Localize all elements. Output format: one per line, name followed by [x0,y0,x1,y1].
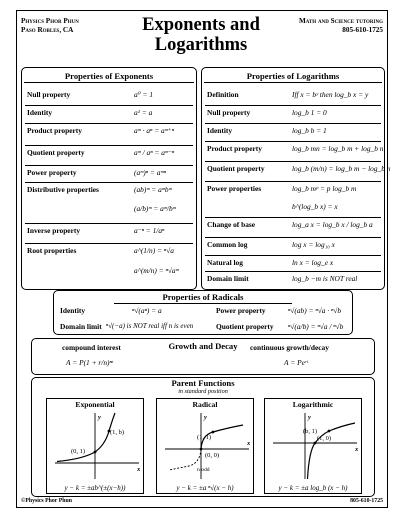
log-property-label: Power properties [207,184,262,193]
log-property-label: Definition [207,90,239,99]
exponents-section [21,67,197,290]
x-axis-label: x [137,466,141,473]
y-axis-label: y [98,414,101,421]
exponents-title: Properties of Exponents [64,71,154,81]
radical-graph [157,409,255,483]
log-property-formula: log_a x = log_b x / log_b a [292,220,373,229]
logarithmic-equation: y − k = ±a log_b (x − h) [278,484,348,492]
y-axis-label: y [308,414,311,421]
cheat-sheet-page [16,10,391,508]
exponent-property-label: Distributive properties [27,185,99,194]
header-company: Physics Phor Phun [21,17,79,25]
exponential-title: Exponential [75,400,115,409]
log-property-formula: log_b mn = log_b m + log_b n [292,144,384,153]
exponent-property-formula: a^(m/n) = ⁿ√aᵐ [134,266,179,275]
log-property-formula: log_b 1 = 0 [292,108,327,117]
footer-phone: 805-610-1725 [350,498,383,504]
header-phone: 805-610-1725 [342,26,383,34]
log-property-formula: log x = log₁₀ x [292,240,335,249]
logarithms-section [201,67,391,290]
radical-quotient-label: Quotient property [216,322,274,331]
radical-identity-formula: ⁿ√(aⁿ) = a [132,306,162,315]
rad-point-2: (0, 0) [205,452,220,459]
x-axis-label: x [247,440,251,447]
log-property-formula: log_b −m is NOT real [292,274,358,283]
log-property-label: Natural log [207,258,243,267]
log-property-label: Change of base [207,220,256,229]
header-location: Paso Robles, CA [21,26,74,34]
continuous-growth-label: continuous growth/decay [250,343,329,352]
log-point-1: (b, 1) [303,428,318,435]
log-property-formula: log_b mᵖ = p log_b m [292,184,357,193]
exponent-property-formula: (a/b)ᵐ = aᵐ/bᵐ [134,204,176,213]
log-property-label: Domain limit [207,274,249,283]
y-axis-label: y [204,414,207,421]
logarithmic-graph [265,409,363,483]
logarithms-title: Properties of Logarithms [246,71,340,81]
log-property-formula: log_b (m/n) = log_b m − log_b n [292,164,391,173]
page-title: Exponents and Logarithms [142,15,260,55]
log-point-2: (1, 0) [317,435,332,442]
exponent-property-label: Quotient property [27,148,85,157]
log-property-label: Null property [207,108,251,117]
rad-point-1: (1, 1) [197,434,212,441]
radical-identity-label: Identity [60,306,86,315]
exponential-graph [47,409,145,483]
exponent-property-formula: a^(1/n) = ⁿ√a [134,246,174,255]
radical-domain-label: Domain limit [60,322,102,331]
log-property-formula: Iff x = bʸ then log_b x = y [292,90,369,99]
log-property-formula: b^(log_b x) = x [292,202,338,211]
exponent-property-formula: (aᵐ)ⁿ = aᵐⁿ [134,168,166,177]
radical-power-formula: ⁿ√(ab) = ⁿ√a · ⁿ√b [288,306,342,315]
log-property-label: Product property [207,144,262,153]
log-property-label: Identity [207,126,233,135]
growth-decay-title: Growth and Decay [168,341,238,351]
exponent-property-formula: (ab)ᵐ = aᵐbᵐ [134,185,172,194]
logarithmic-title: Logarithmic [292,400,334,409]
footer-copyright: ©Physics Phor Phun [21,498,72,504]
exponent-property-formula: aᵐ / aⁿ = aᵐ⁻ⁿ [134,148,175,157]
compound-interest-formula: A = P(1 + r/n)ⁿᵗ [66,358,114,367]
radical-domain-formula: ⁿ√(−a) is NOT real iff n is even [106,322,194,330]
exponent-property-label: Null property [27,90,71,99]
exponential-panel [46,398,144,494]
exponent-property-formula: a⁰ = 1 [134,90,154,99]
radical-title: Radical [192,400,218,409]
log-property-formula: ln x = log_e x [292,258,334,267]
exponent-property-formula: a¹ = a [134,108,153,117]
logarithmic-panel [264,398,362,494]
x-axis-label: x [355,446,359,453]
exponent-property-label: Power property [27,168,77,177]
exp-point-2: (1, b) [110,429,125,436]
log-property-label: Common log [207,240,248,249]
radical-quotient-formula: ⁿ√(a/b) = ⁿ√a / ⁿ√b [288,322,344,331]
growth-decay-section [31,338,375,375]
continuous-growth-formula: A = Peʳᵗ [284,358,308,367]
radicals-title: Properties of Radicals [162,292,244,302]
radical-equation: y − k = ±a ⁿ√(x − h) [176,484,234,492]
parent-functions-section [31,377,375,497]
log-property-label: Quotient property [207,164,265,173]
exponent-property-label: Inverse property [27,226,81,235]
log-property-formula: log_b b = 1 [292,126,327,135]
exp-point-1: (0, 1) [71,448,86,455]
exponent-property-formula: a⁻ⁿ = 1/aⁿ [134,226,165,235]
rad-odd-note: n odd [197,467,210,473]
exponent-property-formula: aᵐ · aⁿ = aᵐ⁺ⁿ [134,126,175,135]
header-tagline: Math and Science tutoring [298,17,383,25]
parent-functions-subtitle: in standard position [178,388,228,395]
exponential-curve [57,413,115,462]
exponent-property-label: Identity [27,108,53,117]
exponent-property-label: Root properties [27,246,77,255]
header-left [21,17,79,35]
radicals-section [53,290,353,335]
exponential-equation: y − k = ±ab^(±(x−h)) [64,484,126,492]
parent-functions-title: Parent Functions [171,378,235,388]
compound-interest-label: compound interest [62,343,121,352]
radical-power-label: Power property [216,306,266,315]
exponent-property-label: Product property [27,126,82,135]
radical-panel [156,398,254,494]
header-right [299,17,383,35]
